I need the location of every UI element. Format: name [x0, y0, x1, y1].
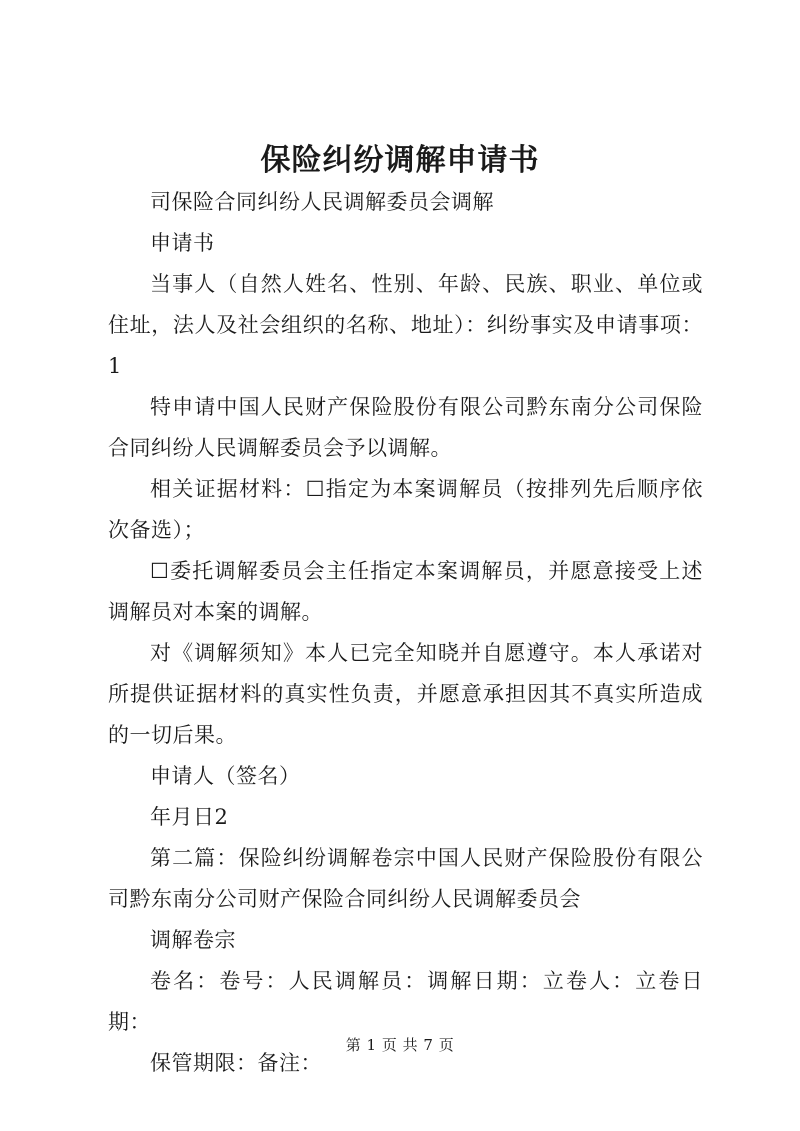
document-title: 保险纠纷调解申请书 — [260, 143, 540, 178]
paragraph: 调解卷宗 — [150, 928, 236, 952]
page-number-footer: 第 1 页 共 7 页 — [345, 1036, 455, 1054]
paragraph: 特申请中国人民财产保险股份有限公司黔东南分公司保险合同纠纷人民调解委员会予以调解。 — [108, 395, 703, 460]
paragraph: 对《调解须知》本人已完全知晓并自愿遵守。本人承诺对所提供证据材料的真实性负责，并愿意承担因其不真实所造成的一切后果。 — [108, 641, 703, 747]
paragraph: 司保险合同纠纷人民调解委员会调解 — [150, 190, 494, 214]
paragraph: 相关证据材料：☐指定为本案调解员（按排列先后顺序依次备选）； — [108, 477, 703, 542]
document-body — [108, 182, 703, 1084]
paragraph: 申请人（签名） — [150, 764, 301, 788]
paragraph: ☐委托调解委员会主任指定本案调解员，并愿意接受上述调解员对本案的调解。 — [108, 559, 703, 624]
paragraph: 第二篇：保险纠纷调解卷宗中国人民财产保险股份有限公司黔东南分公司财产保险合同纠纷人民调解委员会 — [108, 846, 703, 911]
paragraph: 保管期限：备注： — [150, 1051, 322, 1075]
paragraph: 当事人（自然人姓名、性别、年龄、民族、职业、单位或住址，法人及社会组织的名称、地址）：纠纷事实及申请事项：1 — [108, 272, 703, 378]
paragraph: 卷名：卷号：人民调解员：调解日期：立卷人：立卷日期： — [108, 969, 703, 1034]
paragraph: 年月日2 — [150, 805, 229, 829]
paragraph: 申请书 — [150, 231, 215, 255]
